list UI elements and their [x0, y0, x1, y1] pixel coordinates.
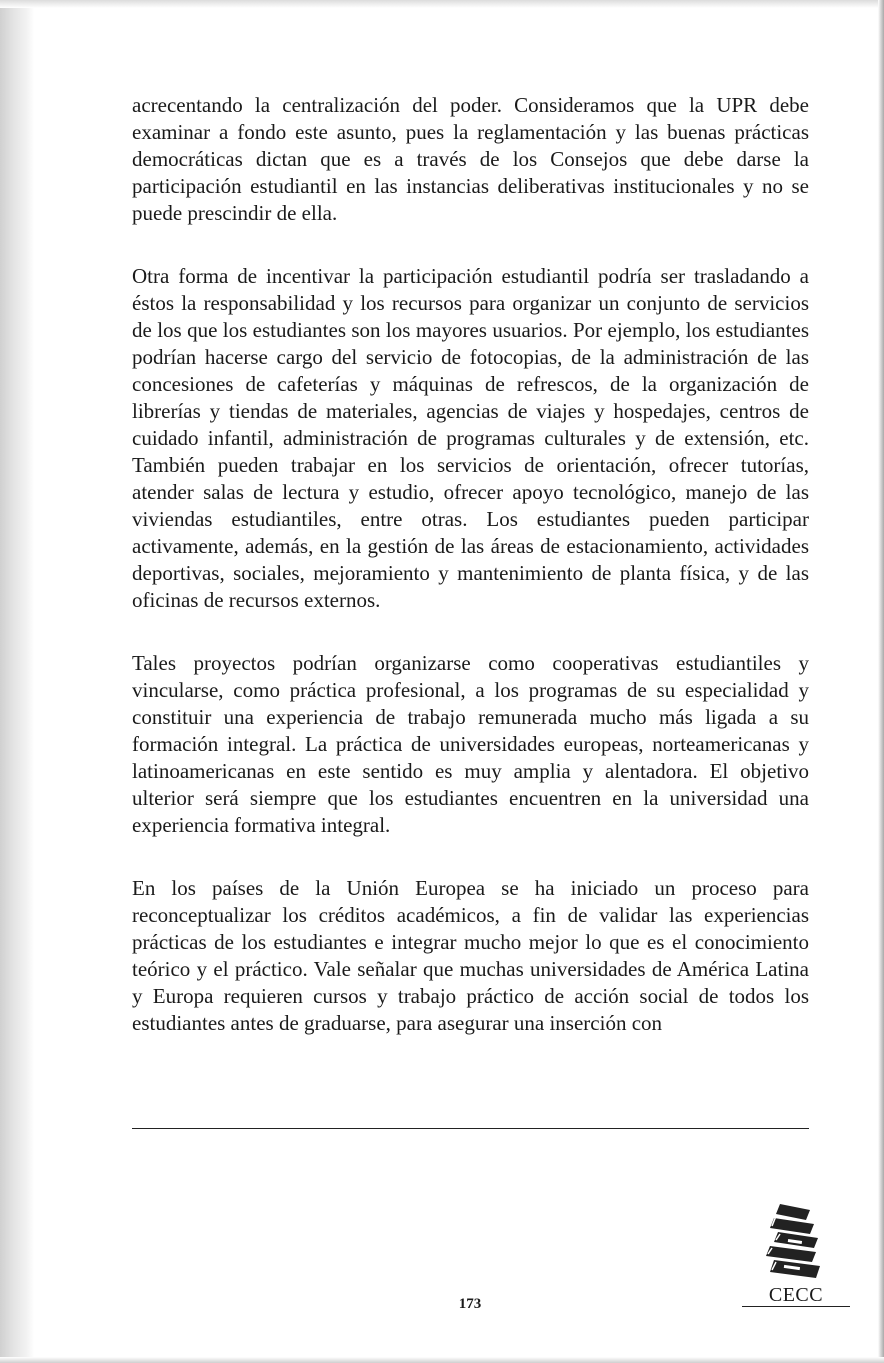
page-number: 173 [458, 1296, 482, 1312]
paragraph-2: Otra forma de incentivar la participación estudiantil podría ser trasladando a éstos la responsabilidad y los recursos para organizar un conjunto de servicios de los que los estudiantes son los mayores usuarios. Por ejemplo, los estudiantes podrían hacerse cargo del servicio de fotocopias, de la administración de las concesiones de cafeterías y máquinas de refrescos, de la organización de librerías y tiendas de materiales, agencias de viajes y hospedajes, centros de cuidado infantil, administración de programas culturales y de extensión, etc. También pueden trabajar en los servicios de orientación, ofrecer tutorías, atender salas de lectura y estudio, ofrecer apoyo tecnológico, manejo de las viviendas estudiantiles, entre otras. Los estudiantes pueden participar activamente, además, en la gestión de las áreas de estacionamiento, actividades deportivas, sociales, mejoramiento y mantenimiento de planta física, y de las oficinas de recursos externos. [132, 264, 809, 612]
paragraph-1: acrecentando la centralización del poder. Consideramos que la UPR debe examinar a fondo este asunto, pues la reglamentación y las buenas prácticas democráticas dictan que es a través de los Consejos que debe darse la participación estudiantil en las instancias deliberativas institucionales y no se puede prescindir de ella. [132, 93, 809, 225]
scan-shadow-left [0, 0, 34, 1363]
paragraph-4: En los países de la Unión Europea se ha iniciado un proceso para reconceptualizar los créditos académicos, a fin de validar las experiencias prácticas de los estudiantes e integrar mucho mejor lo que es el conocimiento teórico y el práctico. Vale señalar que muchas universidades de América Latina y Europa requieren cursos y trabajo práctico de acción social de todos los estudiantes antes de graduarse, para asegurar una inserción con [132, 876, 809, 1035]
book-stack-icon [760, 1200, 826, 1284]
scan-shadow-right [878, 0, 884, 1363]
cecc-logo [742, 1200, 850, 1310]
paragraph-3: Tales proyectos podrían organizarse como cooperativas estudiantiles y vincularse, como práctica profesional, a los programas de su especialidad y constituir una experiencia de trabajo remunerada mucho más ligada a su formación integral. La práctica de universidades europeas, norteamericanas y latinoamericanas en este sentido es muy amplia y alentadora. El objetivo ulterior será siempre que los estudiantes encuentren en la universidad una experiencia formativa integral. [132, 651, 809, 837]
footer-divider [132, 1128, 809, 1129]
document-body [132, 92, 809, 1073]
scan-shadow-top [0, 0, 884, 8]
logo-text: CECC [742, 1284, 850, 1307]
scan-shadow-bottom [0, 1357, 884, 1363]
